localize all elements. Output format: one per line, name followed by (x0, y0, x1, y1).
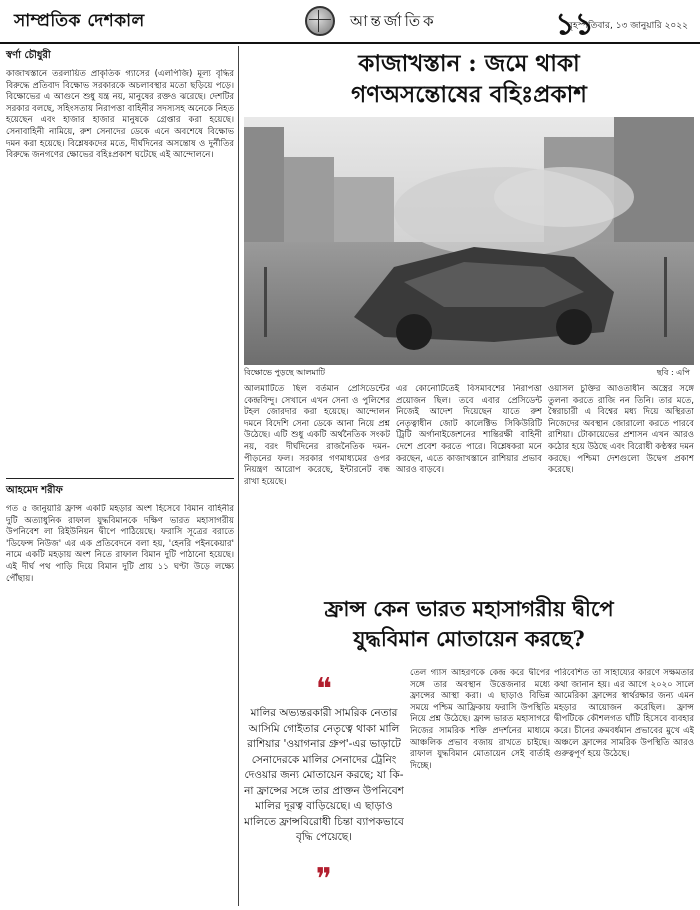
quote-mark-icon: ❝ (315, 672, 333, 707)
pull-quote: মালির অভ্যন্তরকারী সামরিক নেতার আসিমি গোইতার নেতৃত্বে থাকা মালি রাশিয়ার 'ওয়াগনার গ্রুপ'-এর ভাড়াটে সেনাদেরকে মালির সেনাদের ট্রেনিং দেওয়ার জন্য মোতায়েন করছে; যা কি-না ফ্রান্সের সঙ্গে তার প্রাক্তন উপনিবেশ মালির দূরত্ব বাড়িয়েছে। এ ছাড়াও মালিতে ফ্রান্সবিরোধী চিন্তা ব্যাপকভাবে বৃদ্ধি পেয়েছে। (244, 707, 404, 843)
headline-line: কাজাখস্তান : জমে থাকা (358, 50, 580, 77)
article-column (548, 384, 694, 579)
photo-caption (244, 367, 694, 380)
paper-name: সাম্প্রতিক দেশকাল (14, 11, 145, 31)
divider (6, 478, 234, 479)
headline-line: যুদ্ধবিমান মোতায়েন করছে? (353, 626, 585, 651)
left-column (6, 46, 234, 910)
globe-icon (305, 6, 335, 36)
article-column (396, 384, 542, 579)
column-divider (238, 46, 239, 906)
article-text: পরিবেশিত তা সাহায্যের কারণে সক্ষমতার কথা জানান হয়। এর আগে ২০২০ সালে আমেরিকা ফ্রান্সের স্বার্থরক্ষার জন্য এমন মহড়ার আয়োজন করেছিল। ফ্রান্স দ্বীপটিকে কৌশলগত ঘাঁটি হিসেবে ব্যবহার করে। চীনের ক্রমবর্ধমান প্রভাবের মুখে এই অঞ্চলে ফ্রান্সের সামরিক উপস্থিতি আরও গুরুত্বপূর্ণ হয়ে উঠেছে। (554, 668, 694, 760)
story1-text: কাজাখস্তানে তরলায়িত প্রাকৃতিক গ্যাসের (এলপিজি) মূল্য বৃদ্ধির বিরুদ্ধে প্রতিবাদ বিক্ষোভ সরকারকে অচলাবস্থার মতো ছড়িয়ে পড়ে। বিক্ষোভের এ আগুনে শুধু যন্ত্র নয়, মানুষের রক্তও ঝরেছে। দেশটির সরকার বলছে, সহিংসতায় নিরাপত্তা বাহিনীর সদস্যসহ অনেকে নিহত হয়েছেন এবং হাজার হাজার মানুষকে গ্রেপ্তার করা হয়েছে। সেনাবাহিনী নামিয়ে, রুশ সেনাদের ডেকে এনে অবশেষে বিক্ষোভ দমন করা হয়েছে। বিশ্লেষকদের মতে, দীর্ঘদিনের অসন্তোষ ও দুর্নীতির বিরুদ্ধে জনগণের ক্ষোভের বহিঃপ্রকাশ ঘটেছে এই আন্দোলনে। (6, 69, 234, 161)
burnt-car-photo (244, 117, 694, 365)
article-column (410, 668, 550, 908)
article-text: এর কোনোটিতেই বিসমাবশের নিরাপত্তা প্রয়োজন ছিল। তবে এবার প্রেসিডেন্ট নিজেই আদেশ দিয়েছেন যাতে রুশ নেতৃত্বাধীন জোট কালেক্টিভ সিকিউরিটি ট্রিটি অর্গানাইজেশনের শান্তিরক্ষী বাহিনী দেশে প্রবেশ করতে পারে। বিশ্লেষকরা মনে করছেন, এতে কাজাখস্তানে রাশিয়ার প্রভাব আরও বাড়বে। (396, 384, 542, 476)
headline-kazakhstan (244, 48, 694, 110)
article-column (554, 668, 694, 908)
news-photo (244, 117, 694, 365)
section-name: আন্তর্জাতিক (350, 12, 437, 30)
story2-byline: আহমেদ শরীফ (6, 485, 63, 496)
headline-france (284, 594, 654, 654)
page-number: ১১ (555, 7, 594, 42)
headline-line: ফ্রান্স কেন ভারত মহাসাগরীয় দ্বীপে (324, 596, 614, 621)
article-text: আলমাটিতে ছিল বর্তমান প্রেসিডেন্টের কেন্দ্রবিন্দু। সেখানে এখন সেনা ও পুলিশের টহল জোরদার করা হয়েছে। আন্দোলন দমনে বিদেশি সেনা ডেকে আনা নিয়ে প্রশ্ন উঠেছে। এটি শুধু একটি অর্থনৈতিক সংকট নয়, বরং দীর্ঘদিনের রাজনৈতিক দমন-পীড়নের ফল। সরকার গণমাধ্যমের ওপর নিয়ন্ত্রণ আরোপ করেছে, ইন্টারনেট বন্ধ রাখা হয়েছে। (244, 384, 390, 487)
quote-end-icon: ❞ (315, 862, 333, 897)
article-column (244, 384, 390, 579)
story2-text: গত ৫ জানুয়ারি ফ্রান্স একটি মহড়ার অংশ হিসেবে বিমান বাহিনীর দুটি অত্যাধুনিক রাফাল যুদ্ধবিমানকে দক্ষিণ ভারত মহাসাগরীয় উপনিবেশ লা রিইউনিয়ন দ্বীপে পাঠিয়েছে। ফরাসি সূত্রের বরাতে 'ডিফেন্স নিউজ' এর এক প্রতিবেদনে বলা হয়, 'হেনরি পইনকেয়ার' নামে একটি মহড়ায় অংশ নিতে রাফাল বিমান দুটি পাঠানো হয়েছে। এই দীর্ঘ পথ পাড়ি দিয়ে বিমান দুটি প্রায় ১১ ঘণ্টা উড়ে লক্ষ্যে পৌঁছায়। (6, 504, 234, 584)
headline-line: গণঅসন্তোষের বহিঃপ্রকাশ (351, 81, 587, 108)
masthead (0, 0, 700, 44)
france-story-box (244, 588, 694, 908)
article-text: ওয়াসল চুক্তির আওতাধীন অস্ত্রের সঙ্গে তুলনা করতে রাজি নন তিনি। তার মতে, স্বৈরাচারী এ বিশ্বের মধ্য দিয়ে অস্থিরতা নিজেদের অবস্থান জোরালো করতে পারবে রাশিয়া। টোকায়েভের প্রশাসন এখন আরও কঠোর হয়ে উঠছে এবং বিরোধী কণ্ঠস্বর দমন করছে। পশ্চিমা দেশগুলো উদ্বেগ প্রকাশ করেছে। (548, 384, 694, 476)
story1-byline: স্বর্ণা চৌধুরী (6, 50, 51, 61)
photo-credit: ছবি : এপি (656, 368, 690, 377)
caption-text: বিক্ষোভে পুড়ছে আলমাটি (244, 368, 325, 377)
issue-date: বৃহস্পতিবার, ১৩ জানুয়ারি ২০২২ (568, 21, 688, 31)
article-text: তেল গ্যাস আহরণকে কেন্দ্র করে দ্বীপের সঙ্গে তার অবস্থান উত্তেজনার মধ্যে ফ্রান্সের আস্থা করা। এ ছাড়াও বিভিন্ন সময়ে পশ্চিম আফ্রিকায় ফরাসি উপস্থিতি নিয়ে প্রশ্ন উঠেছে। ফ্রান্স ভারত মহাসাগরে নিজের সামরিক শক্তি প্রদর্শনের মাধ্যমে আঞ্চলিক প্রভাব বজায় রাখতে চাইছে। রাফাল যুদ্ধবিমান মোতায়েন সেই বার্তাই দিচ্ছে। (410, 668, 550, 771)
